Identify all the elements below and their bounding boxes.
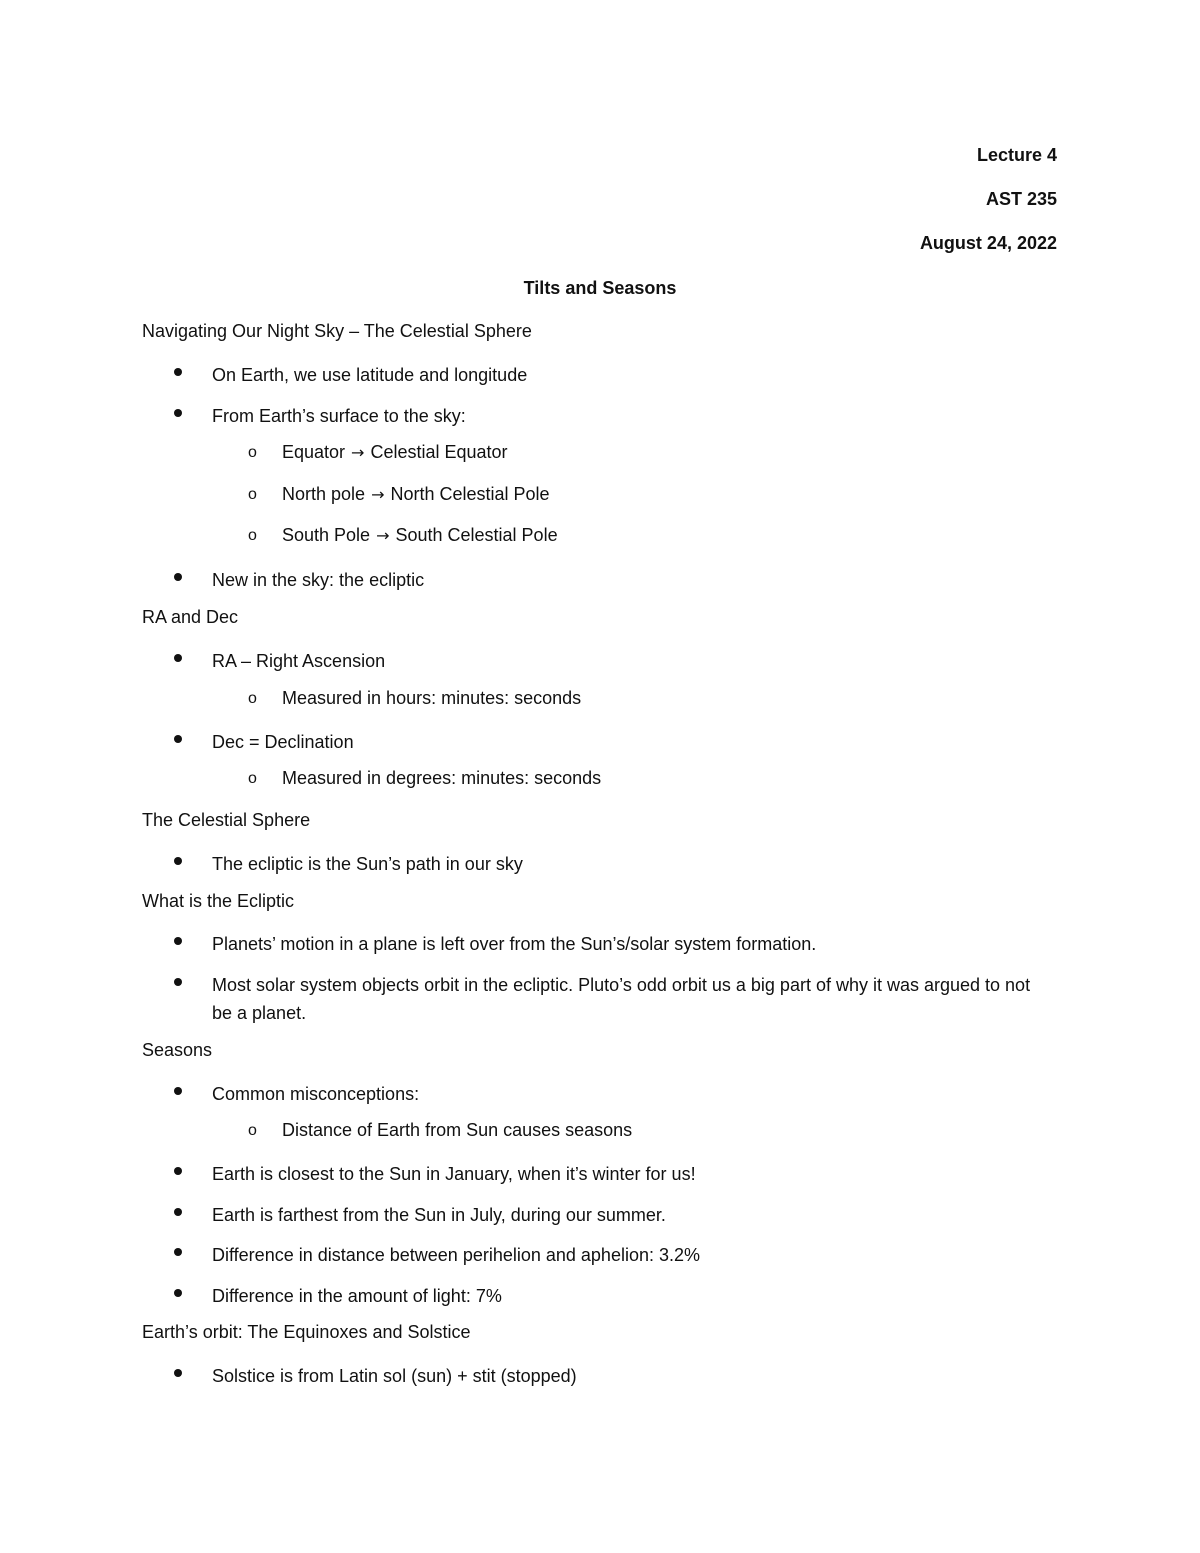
list-item-text: Difference in distance between perihelion and aphelion: 3.2% bbox=[212, 1245, 701, 1265]
sub-bullet-icon: o bbox=[248, 770, 257, 787]
list-item-text: On Earth, we use latitude and longitude bbox=[212, 365, 528, 385]
sub-list-item-text bbox=[282, 442, 508, 463]
bullet-icon bbox=[174, 1208, 182, 1216]
bullet-icon bbox=[174, 857, 182, 865]
arrow-right-icon: → bbox=[376, 526, 390, 545]
list-item-text: RA – Right Ascension bbox=[212, 651, 386, 671]
list-item-text: Common misconceptions: bbox=[212, 1084, 420, 1104]
list-item-text: Dec = Declination bbox=[212, 732, 354, 752]
mapping-from: North pole bbox=[282, 484, 366, 504]
list-item-text: From Earth’s surface to the sky: bbox=[212, 406, 466, 426]
sub-list-item-text: Measured in hours: minutes: seconds bbox=[282, 688, 582, 708]
mapping-from: Equator bbox=[282, 442, 346, 462]
section-heading-celestial-nav: Navigating Our Night Sky – The Celestial Sphere bbox=[142, 321, 532, 341]
lecture-number: Lecture 4 bbox=[976, 145, 1057, 165]
document-title: Tilts and Seasons bbox=[523, 278, 677, 298]
sub-bullet-icon: o bbox=[248, 444, 257, 461]
section-heading-ra-dec: RA and Dec bbox=[142, 607, 239, 627]
list-item-text: New in the sky: the ecliptic bbox=[212, 570, 425, 590]
sub-bullet-icon: o bbox=[248, 1122, 257, 1139]
sub-bullet-icon: o bbox=[248, 690, 257, 707]
bullet-icon bbox=[174, 1167, 182, 1175]
bullet-icon bbox=[174, 978, 182, 986]
mapping-from: South Pole bbox=[282, 525, 371, 545]
arrow-right-icon: → bbox=[351, 443, 365, 462]
sub-bullet-icon: o bbox=[248, 527, 257, 544]
list-item-text: Difference in the amount of light: 7% bbox=[212, 1286, 502, 1306]
sub-list-item-text: Distance of Earth from Sun causes seasons bbox=[282, 1120, 633, 1140]
list-item-text: Earth is farthest from the Sun in July, during our summer. bbox=[212, 1205, 666, 1225]
sub-list-item-text bbox=[282, 525, 558, 546]
list-item-text: The ecliptic is the Sun’s path in our sky bbox=[212, 854, 523, 874]
bullet-icon bbox=[174, 1087, 182, 1095]
bullet-icon bbox=[174, 1248, 182, 1256]
bullet-icon bbox=[174, 654, 182, 662]
section-heading-orbit: Earth’s orbit: The Equinoxes and Solstice bbox=[142, 1322, 471, 1342]
list-item-text: Earth is closest to the Sun in January, when it’s winter for us! bbox=[212, 1164, 696, 1184]
mapping-to: South Celestial Pole bbox=[395, 525, 558, 545]
bullet-icon bbox=[174, 1369, 182, 1377]
mapping-to: North Celestial Pole bbox=[390, 484, 550, 504]
list-item-text: Solstice is from Latin sol (sun) + stit (stopped) bbox=[212, 1366, 577, 1386]
sub-list-item-text: Measured in degrees: minutes: seconds bbox=[282, 768, 602, 788]
bullet-icon bbox=[174, 937, 182, 945]
section-heading-ecliptic: What is the Ecliptic bbox=[142, 891, 295, 911]
arrow-right-icon: → bbox=[371, 485, 385, 504]
section-heading-celestial-sphere: The Celestial Sphere bbox=[142, 810, 311, 830]
sub-list-item-text bbox=[282, 484, 550, 505]
course-code: AST 235 bbox=[985, 189, 1057, 209]
bullet-icon bbox=[174, 573, 182, 581]
bullet-icon bbox=[174, 409, 182, 417]
bullet-icon bbox=[174, 1289, 182, 1297]
sub-bullet-icon: o bbox=[248, 486, 257, 503]
lecture-date: August 24, 2022 bbox=[919, 233, 1057, 253]
section-heading-seasons: Seasons bbox=[142, 1040, 213, 1060]
list-item-text: Planets’ motion in a plane is left over from the Sun’s/solar system formation. bbox=[212, 934, 817, 954]
mapping-to: Celestial Equator bbox=[370, 442, 508, 462]
bullet-icon bbox=[174, 735, 182, 743]
list-item-text: Most solar system objects orbit in the ecliptic. Pluto’s odd orbit us a big part of why it was argued to not be a planet. bbox=[212, 975, 1031, 1023]
bullet-icon bbox=[174, 368, 182, 376]
